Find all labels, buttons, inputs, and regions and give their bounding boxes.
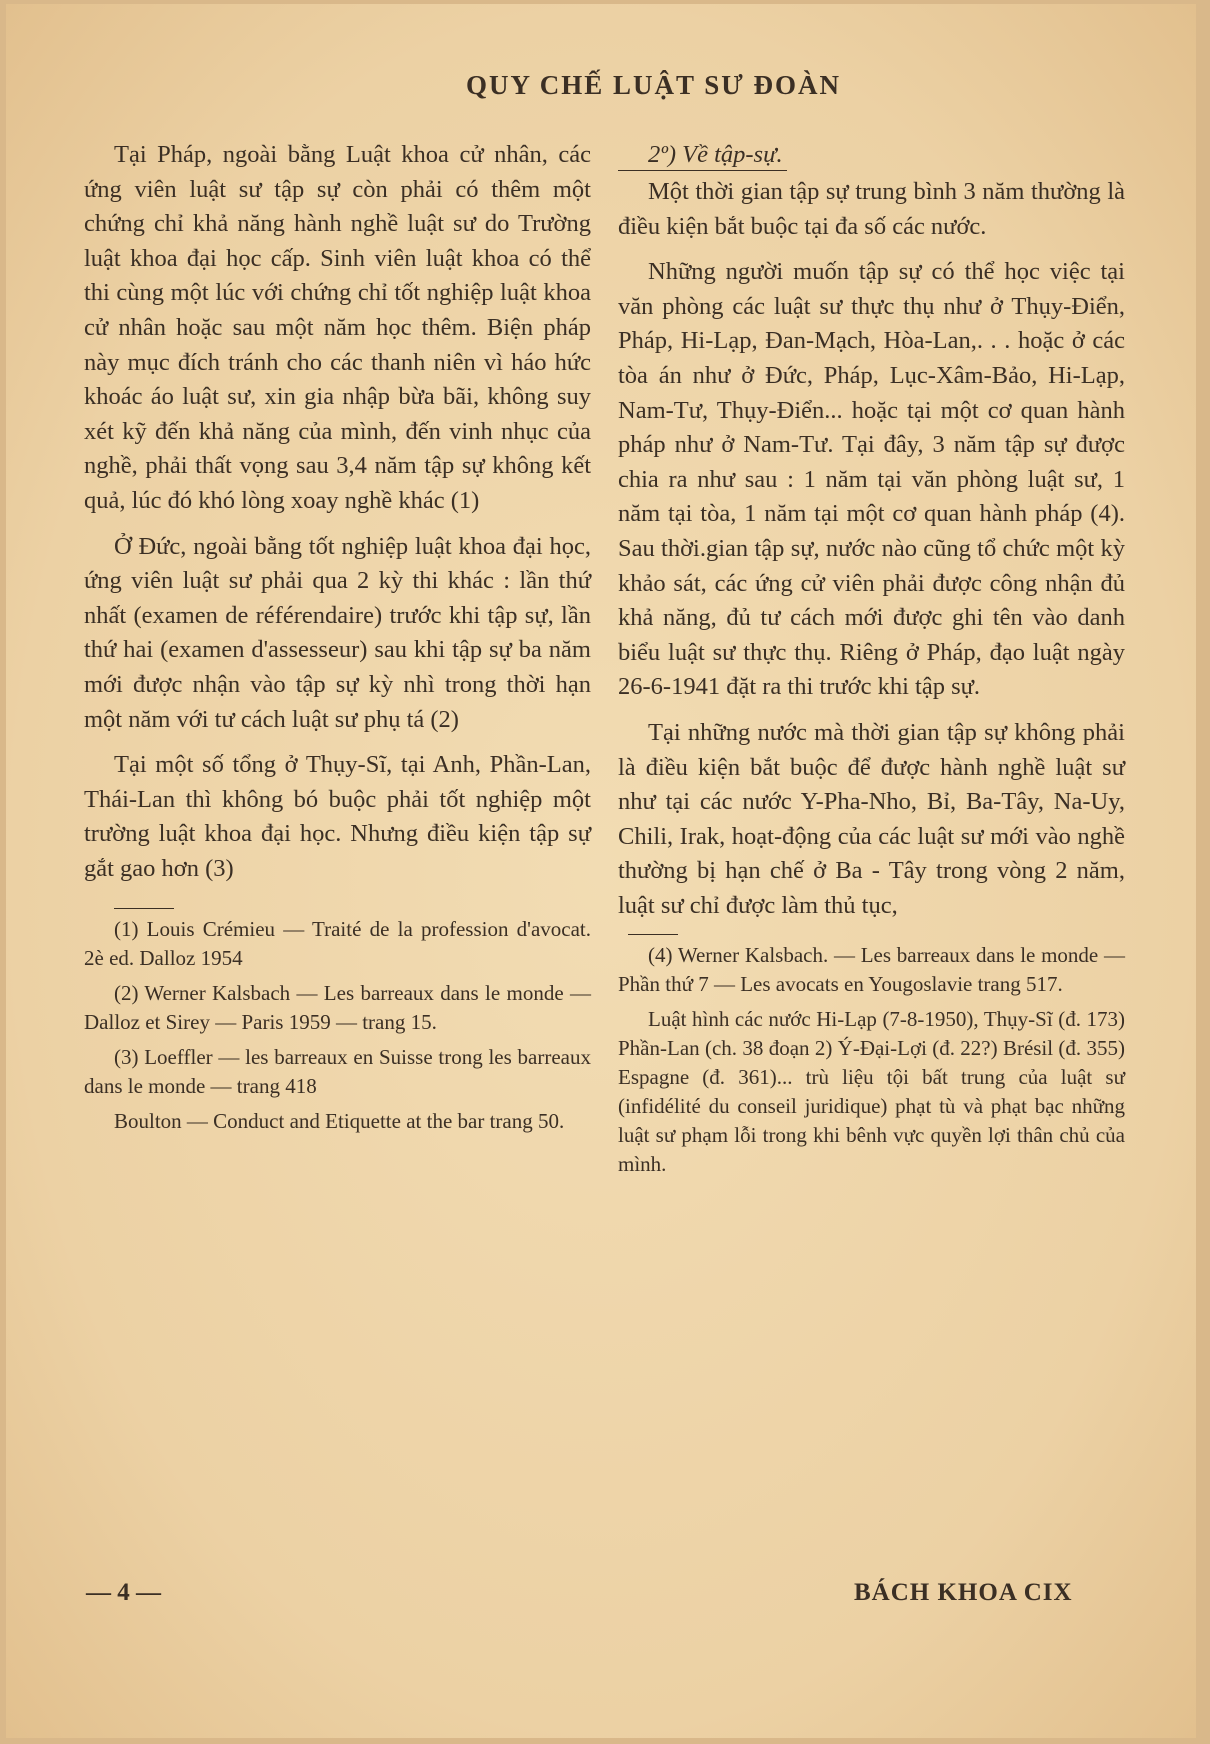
paragraph: Những người muốn tập sự có thể học việc tại văn phòng các luật sư thực thụ như ở Thụy-Điển, Pháp, Hi-Lạp, Đan-Mạch, Hòa-Lan,. . . hoặc ở các tòa án như ở Đức, Pháp, Lục-Xâm-Bảo, Hi-Lạp, Nam-Tư, Thụy-Điển... hoặc tại một cơ quan hành pháp như ở Nam-Tư. Tại đây, 3 năm tập sự được chia ra như sau : 1 năm tại văn phòng luật sư, 1 năm tại tòa, 1 năm tại một cơ quan hành pháp (4). Sau thời.gian tập sự, nước nào cũng tổ chức một kỳ khảo sát, các ứng cử viên phải được công nhận đủ khả năng, đủ tư cách mới được ghi tên vào danh biểu luật sư thực thụ. Riêng ở Pháp, đạo luật ngày 26-6-1941 đặt ra thi trước khi tập sự. <box>618 258 1125 701</box>
footnotes <box>84 915 591 1136</box>
paragraph: Tại một số tổng ở Thụy-Sĩ, tại Anh, Phần-Lan, Thái-Lan thì không bó buộc phải tốt nghiệp một trường luật khoa đại học. Nhưng điều kiện tập sự gắt gao hơn (3) <box>84 751 591 882</box>
footnote: (2) Werner Kalsbach — Les barreaux dans le monde — Dalloz et Sirey — Paris 1959 — trang 15. <box>84 981 591 1035</box>
footnote-divider <box>114 908 174 909</box>
publication-name: BÁCH KHOA CIX <box>854 1579 1073 1606</box>
paragraph: Một thời gian tập sự trung bình 3 năm thường là điều kiện bắt buộc tại đa số các nước. <box>618 178 1125 240</box>
section-subheading: 2º) Về tập-sự. <box>618 140 787 171</box>
document-page <box>6 4 1196 1738</box>
footnote: (1) Louis Crémieu — Traité de la profession d'avocat. 2è ed. Dalloz 1954 <box>84 917 591 971</box>
right-column <box>618 138 1125 1185</box>
footnote: (3) Loeffler — les barreaux en Suisse trong les barreaux dans le monde — trang 418 <box>84 1045 591 1099</box>
paragraph: Tại Pháp, ngoài bằng Luật khoa cử nhân, các ứng viên luật sư tập sự còn phải có thêm một chứng chỉ khả năng hành nghề luật sư do Trường luật khoa đại học cấp. Sinh viên luật khoa có thể thi cùng một lúc với chứng chỉ tốt nghiệp luật khoa cử nhân hoặc sau một năm học thêm. Biện pháp này mục đích tránh cho các thanh niên vì háo hức khoác áo luật sư, xin gia nhập bừa bãi, không suy xét kỹ đến khả năng của mình, đến vinh nhục của nghề, phải thất vọng sau 3,4 năm tập sự không kết quả, lúc đó khó lòng xoay nghề khác (1) <box>84 141 591 514</box>
footnotes <box>618 941 1125 1179</box>
footnote: (4) Werner Kalsbach. — Les barreaux dans le monde — Phần thứ 7 — Les avocats en Yougoslavie trang 517. <box>618 943 1125 997</box>
paragraph: Ở Đức, ngoài bằng tốt nghiệp luật khoa đại học, ứng viên luật sư phải qua 2 kỳ thi khác : lần thứ nhất (examen de référendaire) trước khi tập sự, lần thứ hai (examen d'assesseur) sau khi tập sự ba năm mới được nhận vào tập sự kỳ nhì trong thời hạn một năm với tư cách luật sư phụ tá (2) <box>84 532 591 733</box>
paragraph: Tại những nước mà thời gian tập sự không phải là điều kiện bắt buộc để được hành nghề luật sư như tại các nước Y-Pha-Nho, Bỉ, Ba-Tây, Na-Uy, Chili, Irak, hoạt-động của các luật sư mới vào nghề thường bị hạn chế ở Ba - Tây trong vòng 2 năm, luật sư chỉ được làm thủ tục, <box>618 718 1125 919</box>
left-column <box>84 138 591 1142</box>
footnote: Boulton — Conduct and Etiquette at the bar trang 50. <box>114 1109 565 1134</box>
page-header: QUY CHẾ LUẬT SƯ ĐOÀN <box>465 70 842 100</box>
footnote: Luật hình các nước Hi-Lạp (7-8-1950), Thụy-Sĩ (đ. 173) Phần-Lan (ch. 38 đoạn 2) Ý-Đại-Lợi (đ. 22?) Brésil (đ. 355) Espagne (đ. 361)... trù liệu tội bất trung của luật sư (infidélité du conseil juridique) phạt tù và phạt bạc những luật sư phạm lỗi trong khi bênh vực quyền lợi thân chủ của mình. <box>618 1007 1125 1177</box>
page-number: — 4 — <box>86 1579 161 1606</box>
footnote-divider <box>628 934 678 935</box>
